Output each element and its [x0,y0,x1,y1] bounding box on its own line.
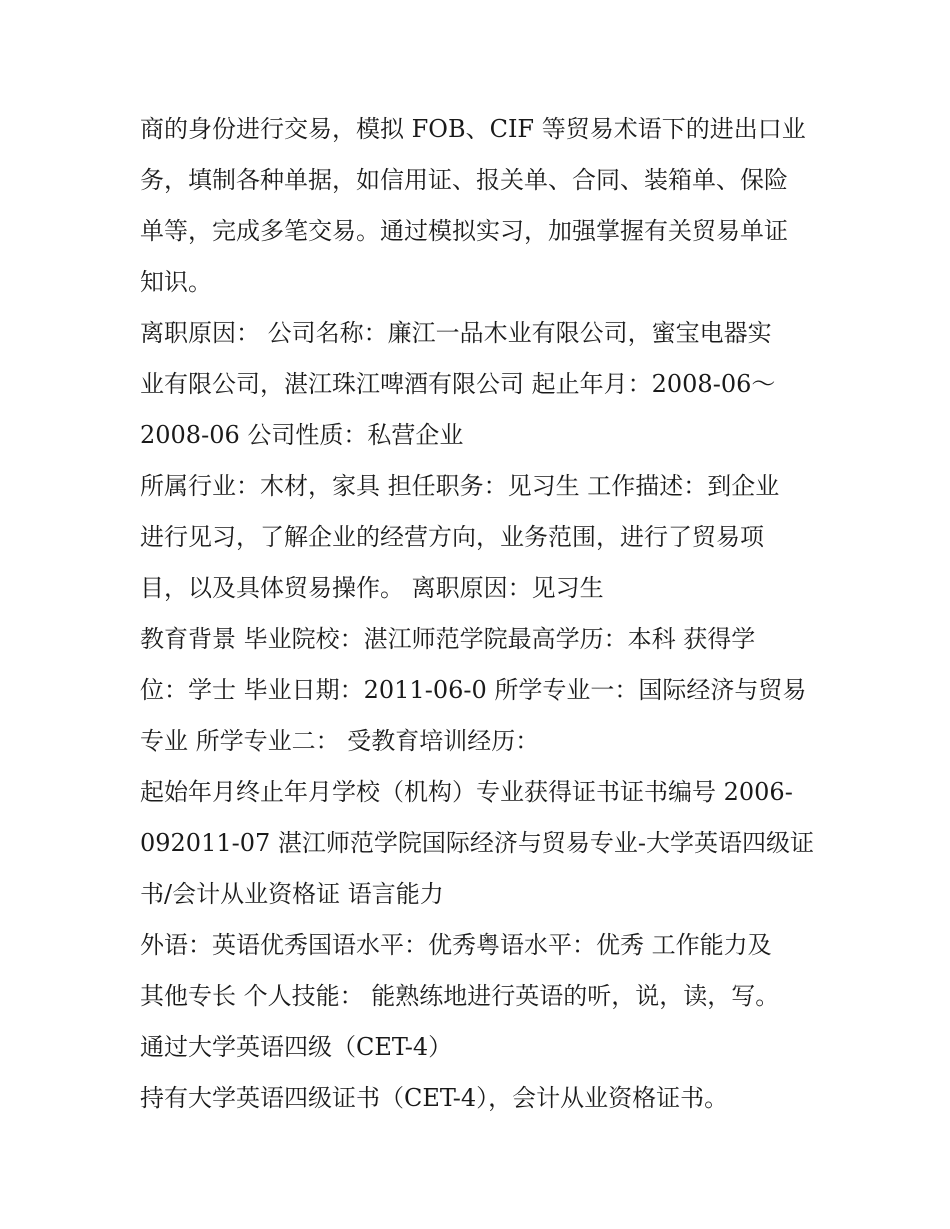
body-text [140,104,830,1124]
text-line: 起始年月终止年月学校（机构）专业获得证书证书编号 2006- [140,778,793,806]
text-line: 专业 所学专业二： 受教育培训经历： [140,727,540,755]
text-line: 通过大学英语四级（CET-4） [140,1033,453,1061]
text-line: 商的身份进行交易，模拟 FOB、CIF 等贸易术语下的进出口业 [140,115,806,143]
text-line: 教育背景 毕业院校：湛江师范学院最高学历：本科 获得学 [140,625,756,653]
text-line: 持有大学英语四级证书（CET-4），会计从业资格证书。 [140,1084,729,1112]
text-line: 离职原因： 公司名称：廉江一品木业有限公司，蜜宝电器实 [140,319,772,347]
text-line: 位：学士 毕业日期：2011-06-0 所学专业一：国际经济与贸易 [140,676,807,704]
text-line: 书/会计从业资格证 语言能力 [140,880,444,908]
text-line: 092011-07 湛江师范学院国际经济与贸易专业-大学英语四级证 [140,829,815,857]
text-line: 其他专长 个人技能： 能熟练地进行英语的听，说，读，写。 [140,982,780,1010]
text-line: 业有限公司，湛江珠江啤酒有限公司 起止年月：2008-06～ [140,370,776,398]
text-line: 外语：英语优秀国语水平：优秀粤语水平：优秀 工作能力及 [140,931,772,959]
text-line: 知识。 [140,268,212,296]
text-line: 所属行业：木材，家具 担任职务：见习生 工作描述：到企业 [140,472,780,500]
text-line: 进行见习，了解企业的经营方向，业务范围，进行了贸易项 [140,523,764,551]
text-line: 务，填制各种单据，如信用证、报关单、合同、装箱单、保险 [140,166,788,194]
text-line: 单等，完成多笔交易。通过模拟实习，加强掌握有关贸易单证 [140,217,788,245]
text-line: 目，以及具体贸易操作。 离职原因：见习生 [140,574,604,602]
text-line: 2008-06 公司性质：私营企业 [140,421,464,449]
